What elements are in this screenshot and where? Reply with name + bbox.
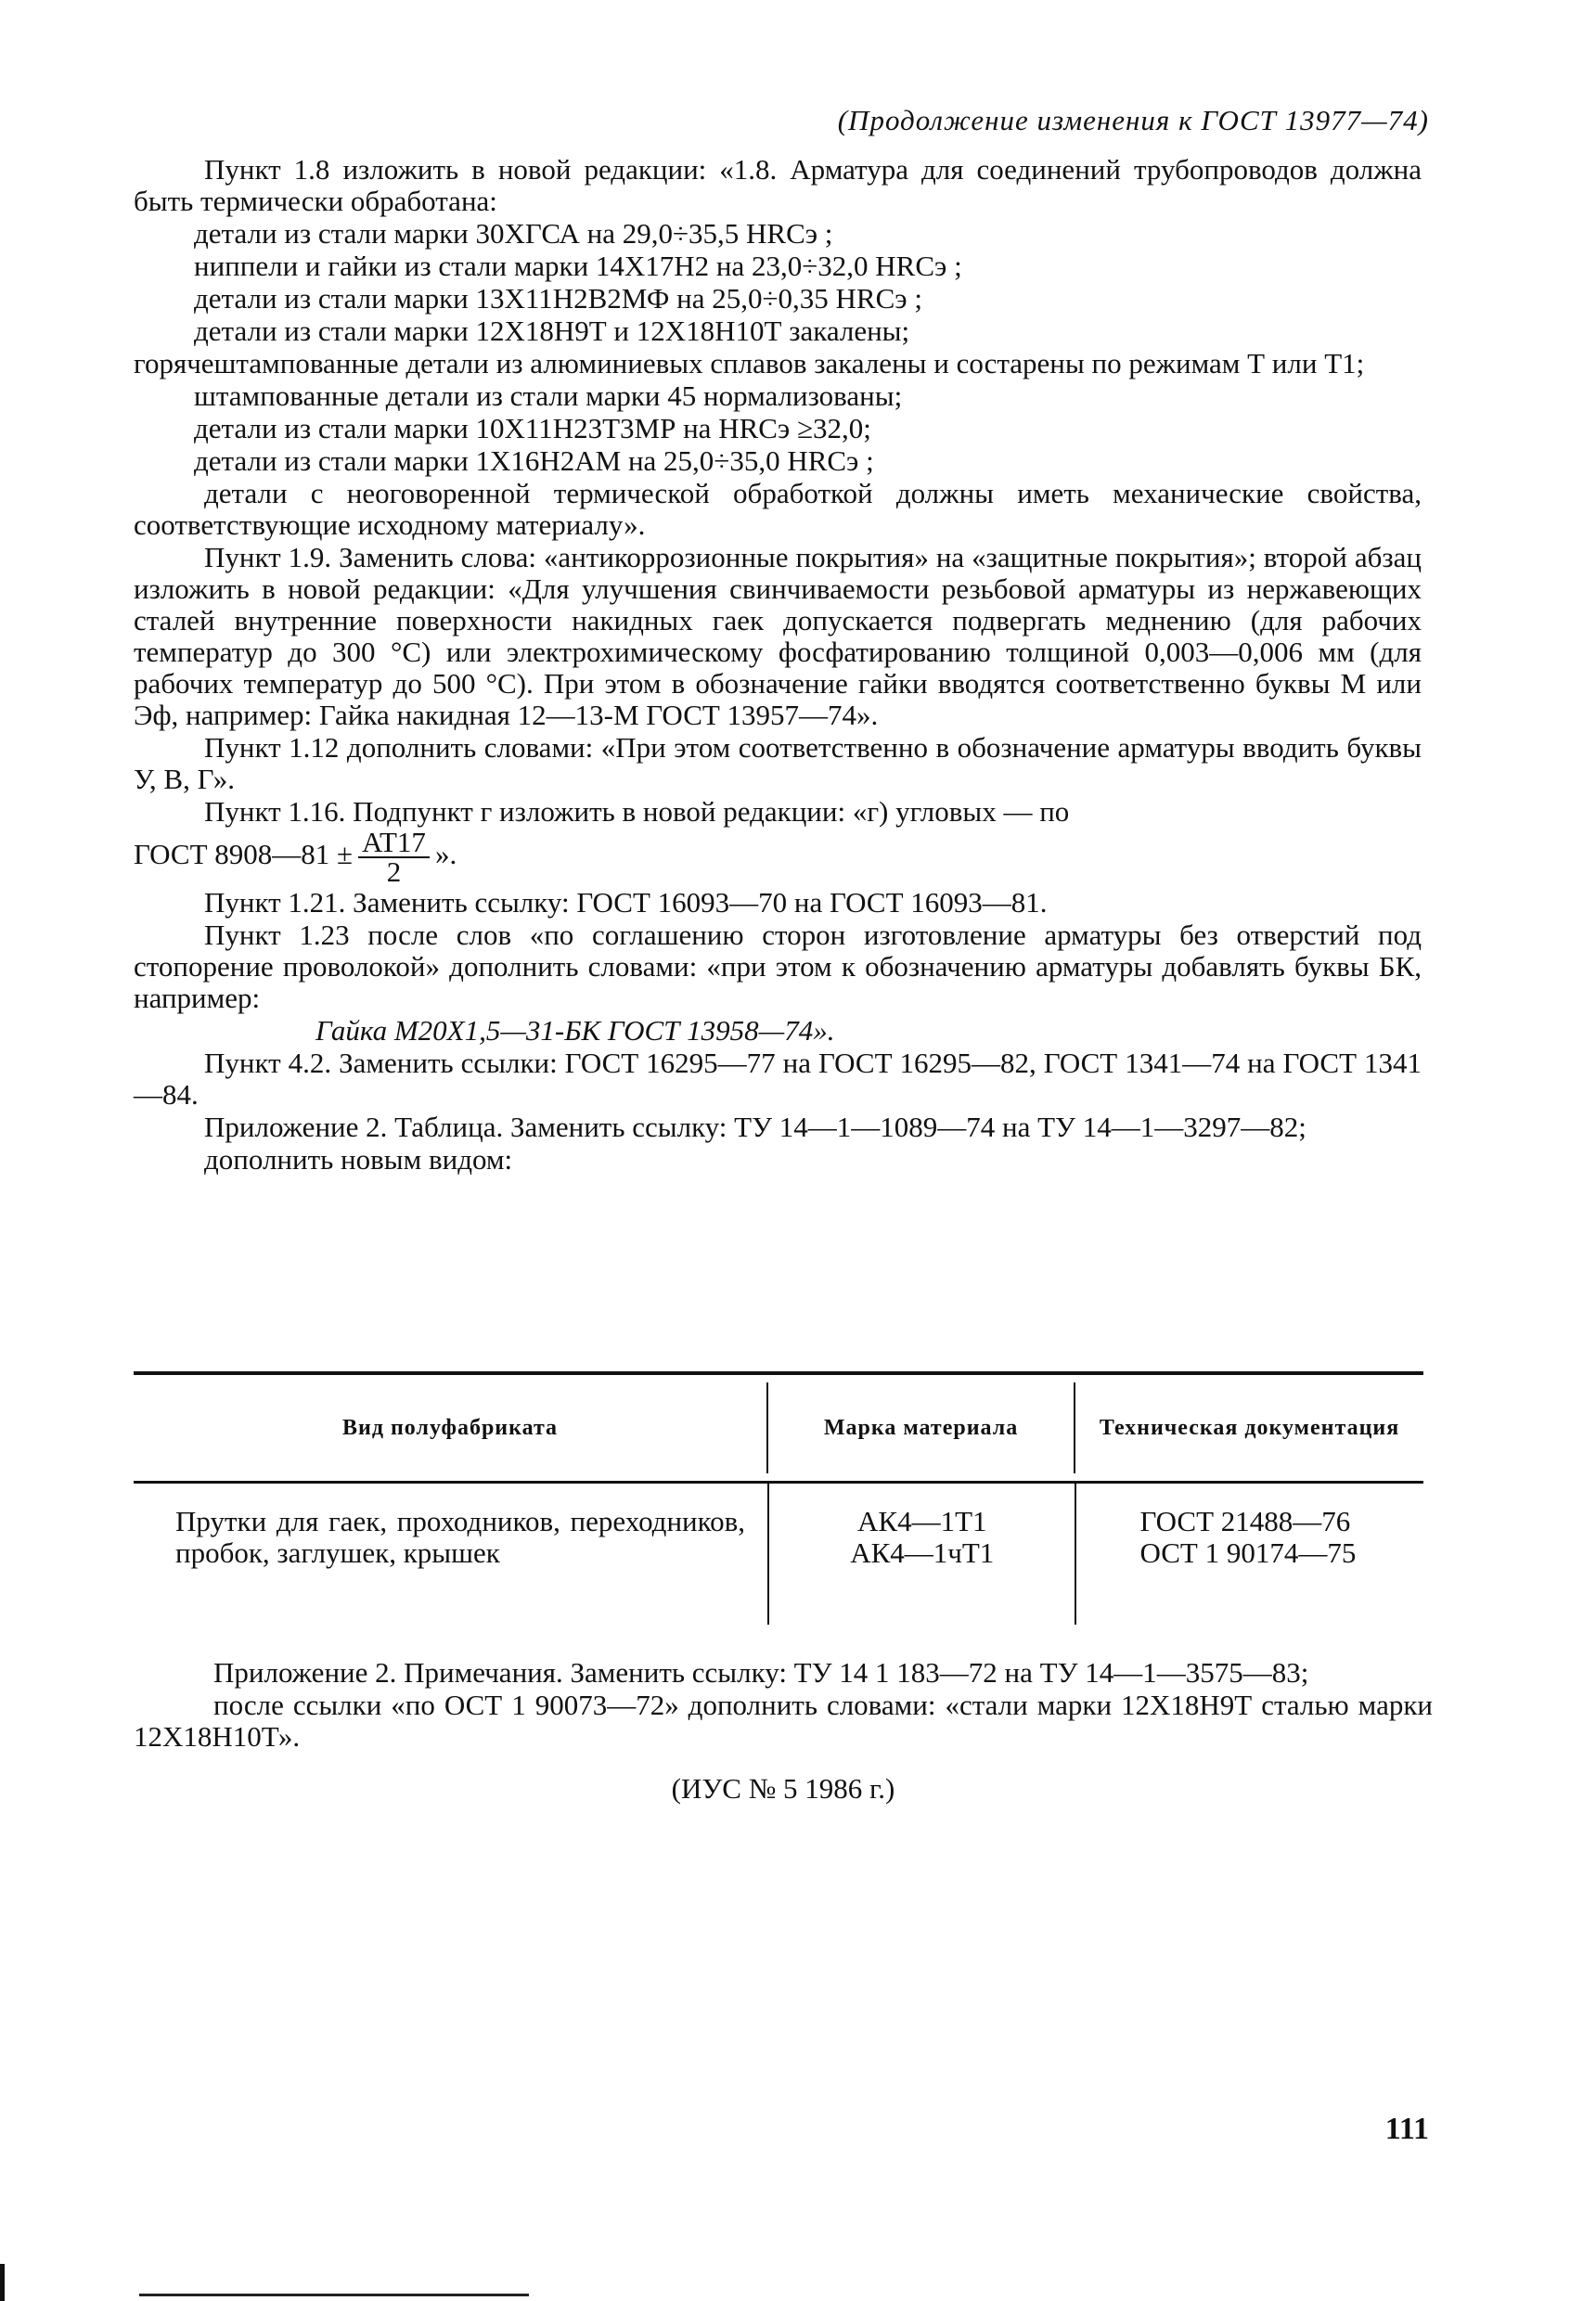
doc-reference: ОСТ 1 90174—75 [1139,1536,1357,1569]
list-line: детали из стали марки 30ХГСА на 29,0÷35,5 HRCэ ; [194,217,833,250]
paragraph: после ссылки «по ОСТ 1 90073—72» дополнить словами: «стали марки 12Х18Н9Т сталью марки 12Х18Н10Т». [134,1689,1433,1753]
main-text [134,154,1422,1176]
paragraph: Приложение 2. Таблица. Заменить ссылку: ТУ 14—1—1089—74 на ТУ 14—1—3297—82; [204,1111,1306,1143]
footer-rule [139,2294,529,2296]
example-designation: Гайка М20Х1,5—31-БК ГОСТ 13958—74». [315,1014,835,1047]
cell-materials [767,1484,1075,1625]
page-number: 111 [1384,2112,1429,2146]
paragraph: горячештампованные детали из алюминиевых сплавов закалены и состарены по режимам Т или Т1; [134,347,1365,379]
fraction [358,826,430,888]
table-row [134,1484,1423,1632]
closing-text [134,1657,1433,1806]
fraction-numerator: AT17 [358,829,430,858]
header-product-type: Вид полуфабриката [341,1416,559,1440]
paragraph: Пункт 1.23 после слов «по соглашению сторон изготовление арматуры без отверстий под стопорение проволокой» дополнить словами: «при этом к обозначению арматуры добавлять буквы БК, например: [134,919,1422,1014]
scan-edge-mark [0,2264,5,2301]
formula-prefix: ГОСТ 8908—81 ± [134,838,354,871]
paragraph: Пункт 1.12 дополнить словами: «При этом соответственно в обозначение арматуры вводить буквы У, В, Г». [134,731,1422,795]
list-line: ниппели и гайки из стали марки 14Х17Н2 на 23,0÷32,0 HRCэ ; [194,250,962,282]
cell-docs [1075,1484,1423,1625]
materials-table [134,1371,1423,1632]
paragraph: Пункт 1.9. Заменить слова: «антикоррозионные покрытия» на «защитные покрытия»; второй абзац изложить в новой редакции: «Для улучшения свинчиваемости резьбовой арматуры из нержавеющих сталей внутренние поверхности накидных гаек допускается подвергать меднению (для рабочих температур до 300 °С) или электрохимическому фосфатированию толщиной 0,003—0,006 мм (для рабочих температур до 500 °С). При этом в обозначение гайки вводятся соответственно буквы М или Эф, например: Гайка накидная 12—13-М ГОСТ 13957—74». [134,541,1422,731]
header-material-grade: Марка материала [766,1382,1074,1473]
list-line: детали из стали марки 12Х18Н9Т и 12Х18Н10Т закалены; [194,315,910,347]
list-line: детали из стали марки 13Х11Н2В2МФ на 25,0÷0,35 HRCэ ; [194,282,922,315]
doc-reference: ГОСТ 21488—76 [1139,1505,1351,1537]
list-line: штампованные детали из стали марки 45 нормализованы; [194,379,903,412]
paragraph: Пункт 1.21. Заменить ссылку: ГОСТ 16093—70 на ГОСТ 16093—81. [204,886,1048,919]
paragraph: дополнить новым видом: [204,1143,513,1176]
material-grade: АК4—1Т1 [857,1505,987,1537]
formula-line [134,826,1422,888]
list-line: детали из стали марки 10Х11Н23Т3МР на HRCэ ≥32,0; [194,412,871,444]
cell-product: Прутки для гаек, проходников, переходников, пробок, заглушек, крышек [175,1505,746,1569]
page-header: (Продолжение изменения к ГОСТ 13977—74) [837,104,1429,136]
header-technical-docs: Техническая документация [1074,1382,1423,1473]
list-line: детали из стали марки 1Х16Н2АМ на 25,0÷35,0 HRCэ ; [194,444,874,477]
paragraph: Пункт 4.2. Заменить ссылки: ГОСТ 16295—77 на ГОСТ 16295—82, ГОСТ 1341—74 на ГОСТ 1341—84. [134,1047,1422,1111]
paragraph: Пункт 1.8 изложить в новой редакции: «1.8. Арматура для соединений трубопроводов должна быть термически обработана: [134,153,1422,217]
source-note: (ИУС № 5 1986 г.) [671,1772,895,1805]
table-header-row [134,1375,1423,1481]
paragraph: Пункт 1.16. Подпункт г изложить в новой редакции: «г) угловых — по [204,795,1070,828]
fraction-denominator: 2 [386,855,402,888]
material-grade: АК4—1чТ1 [850,1536,995,1569]
formula-suffix: ». [434,838,457,871]
paragraph: Приложение 2. Примечания. Заменить ссылку: ТУ 14 1 183—72 на ТУ 14—1—3575—83; [213,1656,1309,1689]
paragraph: детали с неоговоренной термической обработкой должны иметь механические свойства, соответствующие исходному материалу». [134,477,1422,541]
